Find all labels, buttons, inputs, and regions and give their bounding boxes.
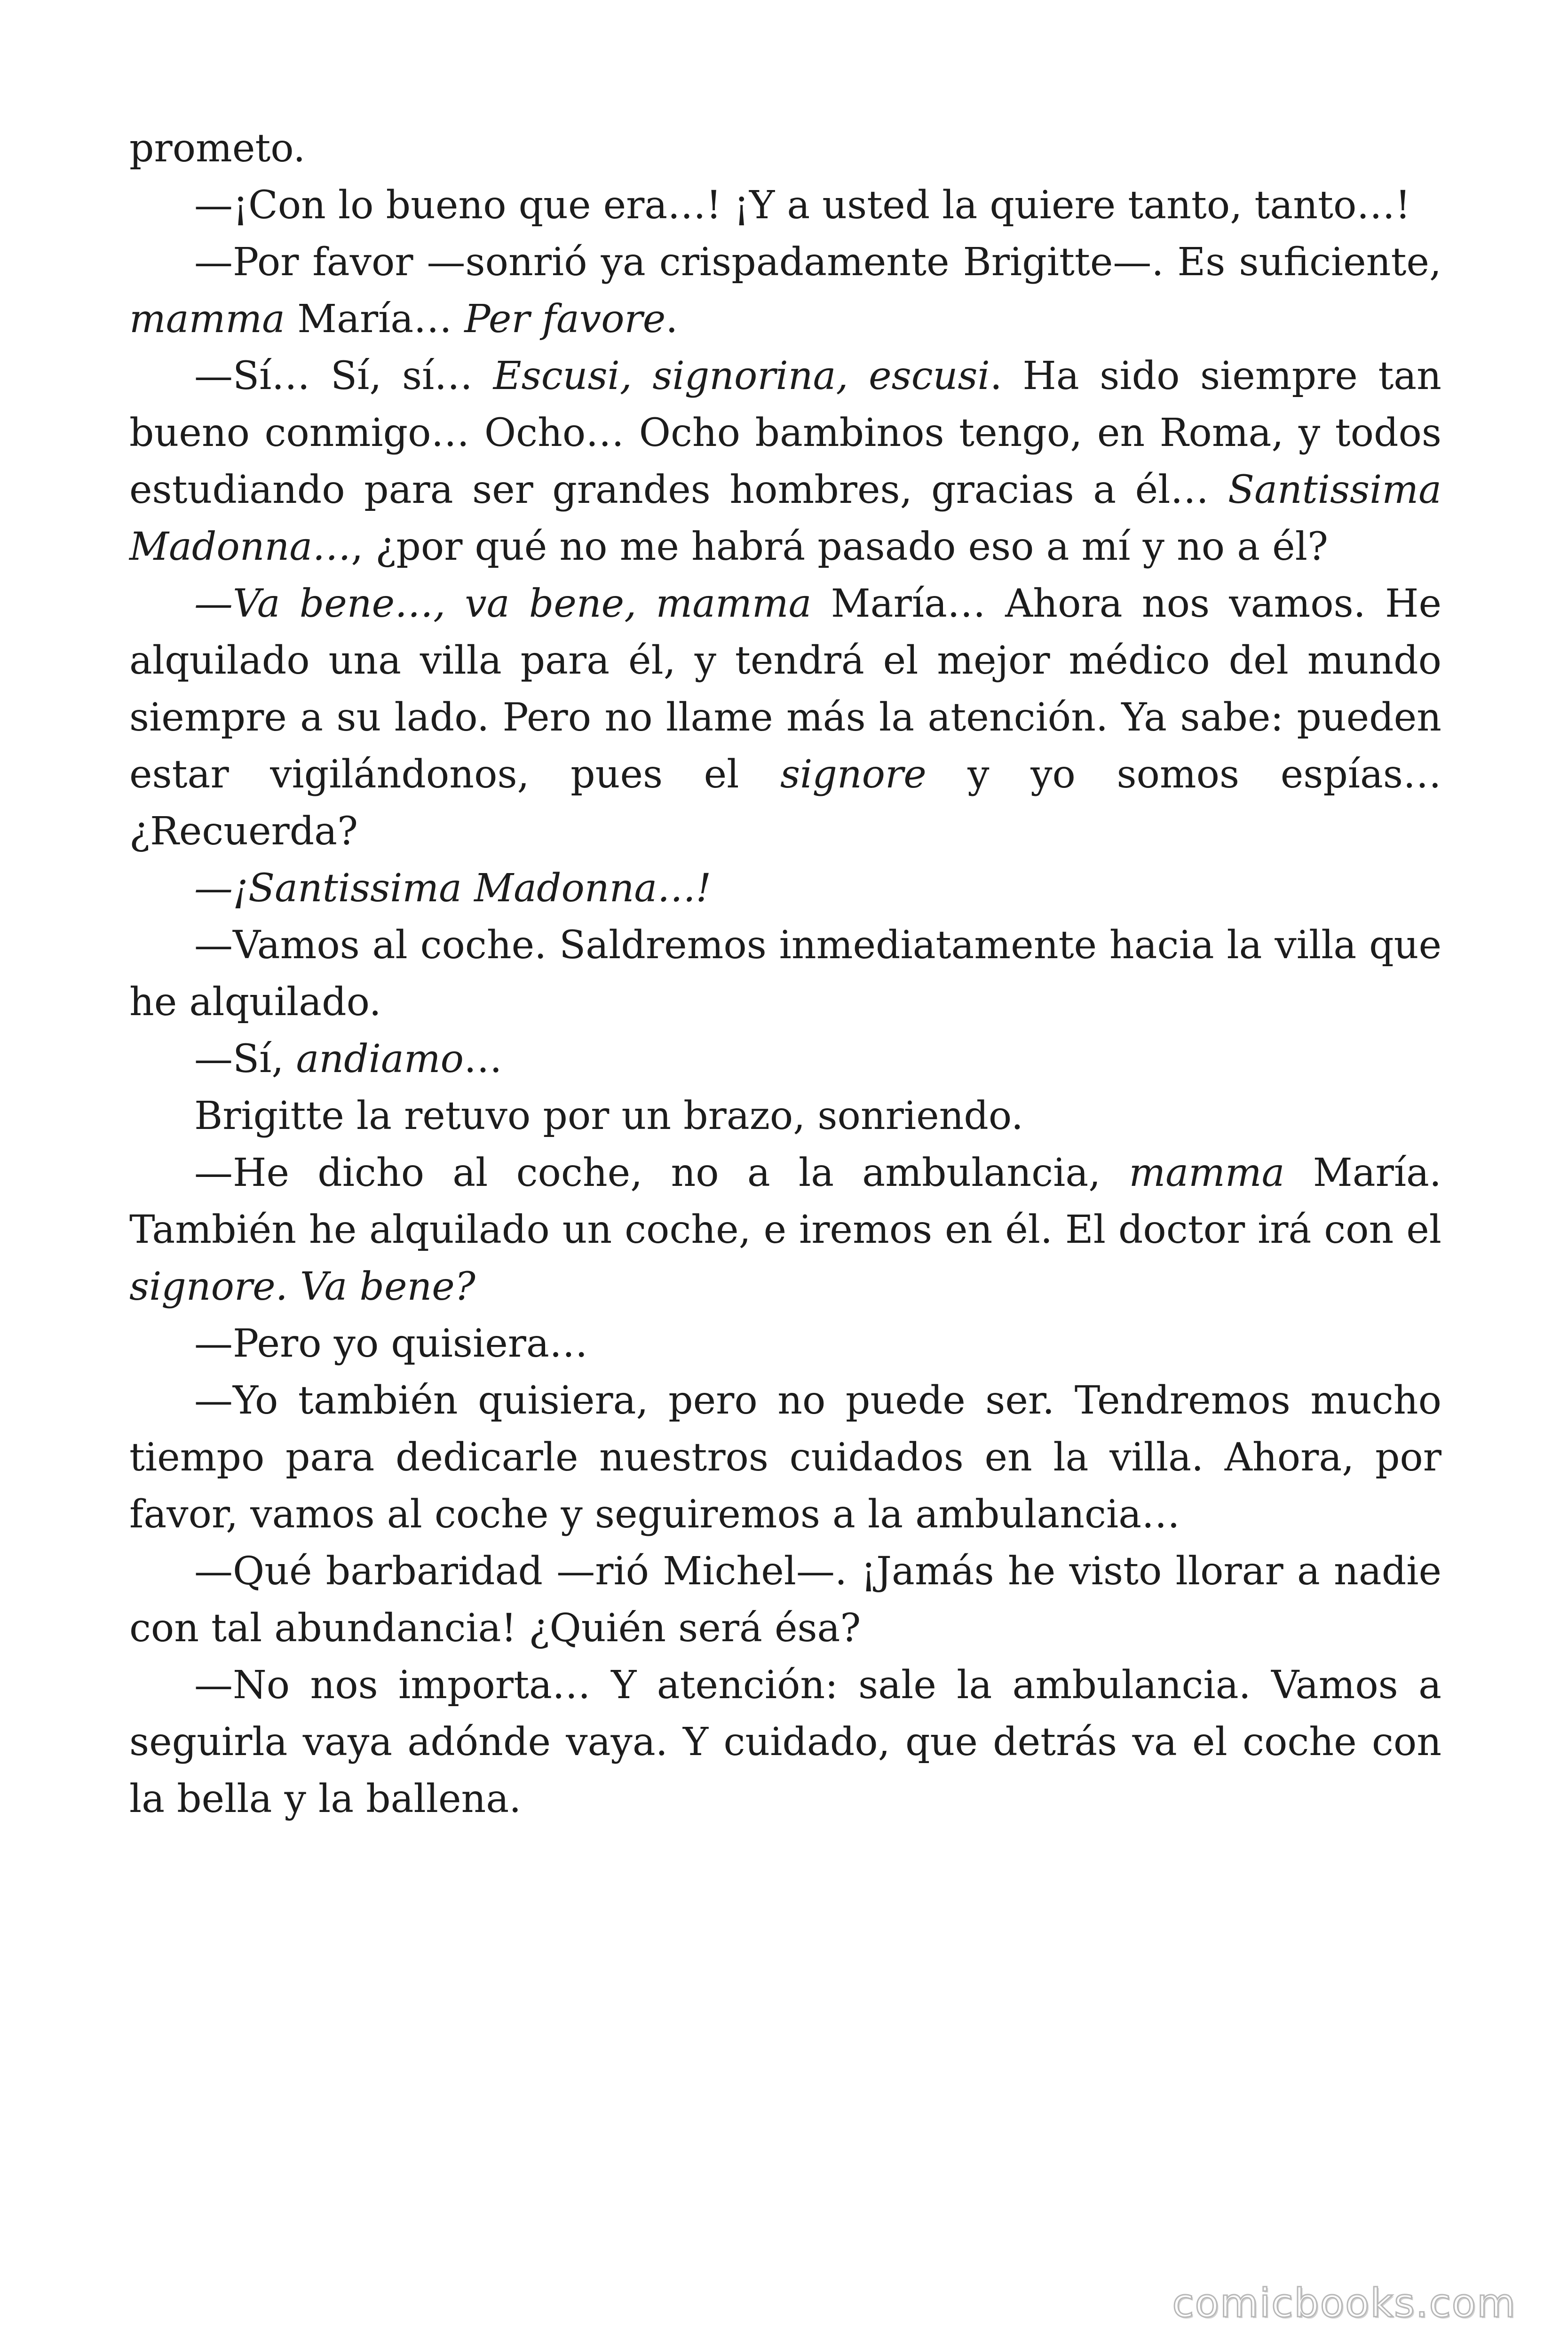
- text-run: Brigitte la retuvo por un brazo, sonriendo.: [194, 1094, 1023, 1138]
- paragraph: [129, 1543, 1441, 1657]
- text-run: —Qué barbaridad —rió Michel—. ¡Jamás he visto llorar a nadie con tal abundancia! ¿Quién será ésa?: [129, 1549, 1441, 1651]
- text-run: —No nos importa… Y atención: sale la ambulancia. Vamos a seguirla vaya adónde vaya. Y cuidado, que detrás va el coche con la bella y la ballena.: [129, 1663, 1441, 1821]
- text-run: —Por favor —sonrió ya crispadamente Brigitte—. Es suficiente,: [194, 240, 1441, 285]
- page-body-text: [129, 120, 1441, 1828]
- italic-run: andiamo: [296, 1037, 464, 1081]
- text-run: prometo.: [129, 126, 306, 171]
- italic-run: Per favore: [464, 297, 666, 342]
- text-run: …: [463, 1037, 502, 1081]
- italic-run: signore. Va bene?: [129, 1264, 475, 1309]
- italic-run: mamma: [1129, 1151, 1285, 1195]
- site-watermark: comicbooks.com: [1172, 2280, 1516, 2326]
- italic-run: mamma: [129, 297, 285, 342]
- text-run: María. También he alquilado un coche, e iremos en él. El doctor irá con el: [129, 1151, 1441, 1252]
- paragraph: [129, 575, 1441, 860]
- paragraph: [129, 1088, 1441, 1144]
- paragraph: [129, 120, 1441, 177]
- paragraph: [129, 1657, 1441, 1828]
- text-run: . Ha sido siempre tan bueno conmigo… Ocho… Ocho bambinos tengo, en Roma, y todos estudiando para ser grandes hombres, gracias a él…: [129, 354, 1441, 512]
- text-run: María… Ahora nos vamos. He alquilado una villa para él, y tendrá el mejor médico del mundo siempre a su lado. Pero no llame más la atención. Ya sabe: pueden estar vigilándonos, pues el: [129, 581, 1441, 797]
- paragraph: [129, 1372, 1441, 1543]
- paragraph: [129, 860, 1441, 917]
- paragraph: [129, 234, 1441, 348]
- text-run: —Sí… Sí, sí…: [194, 354, 493, 398]
- paragraph: [129, 1031, 1441, 1088]
- text-run: —Pero yo quisiera…: [194, 1321, 588, 1366]
- paragraph: [129, 917, 1441, 1031]
- text-run: —Vamos al coche. Saldremos inmediatamente hacia la villa que he alquilado.: [129, 923, 1441, 1025]
- text-run: , ¿por qué no me habrá pasado eso a mí y no a él?: [351, 524, 1328, 569]
- text-run: —Sí,: [194, 1037, 296, 1081]
- text-run: —¡Con lo bueno que era…! ¡Y a usted la quiere tanto, tanto…!: [194, 183, 1411, 228]
- italic-run: signore: [780, 752, 927, 797]
- paragraph: [129, 1144, 1441, 1315]
- text-run: .: [665, 297, 678, 342]
- italic-run: —¡Santissima Madonna…!: [194, 866, 712, 911]
- text-run: —He dicho al coche, no a la ambulancia,: [194, 1151, 1129, 1195]
- paragraph: [129, 348, 1441, 575]
- italic-run: Santissima Madonna…: [129, 468, 1441, 569]
- text-run: y yo somos espías… ¿Recuerda?: [129, 752, 1442, 854]
- italic-run: —Va bene…, va bene, mamma: [194, 581, 812, 626]
- text-run: María…: [285, 297, 465, 342]
- text-run: —Yo también quisiera, pero no puede ser. Tendremos mucho tiempo para dedicarle nuestros cuidados en la villa. Ahora, por favor, vamos al coche y seguiremos a la ambulancia…: [129, 1378, 1441, 1537]
- paragraph: [129, 177, 1441, 234]
- paragraph: [129, 1315, 1441, 1372]
- italic-run: Escusi, signorina, escusi: [493, 354, 990, 398]
